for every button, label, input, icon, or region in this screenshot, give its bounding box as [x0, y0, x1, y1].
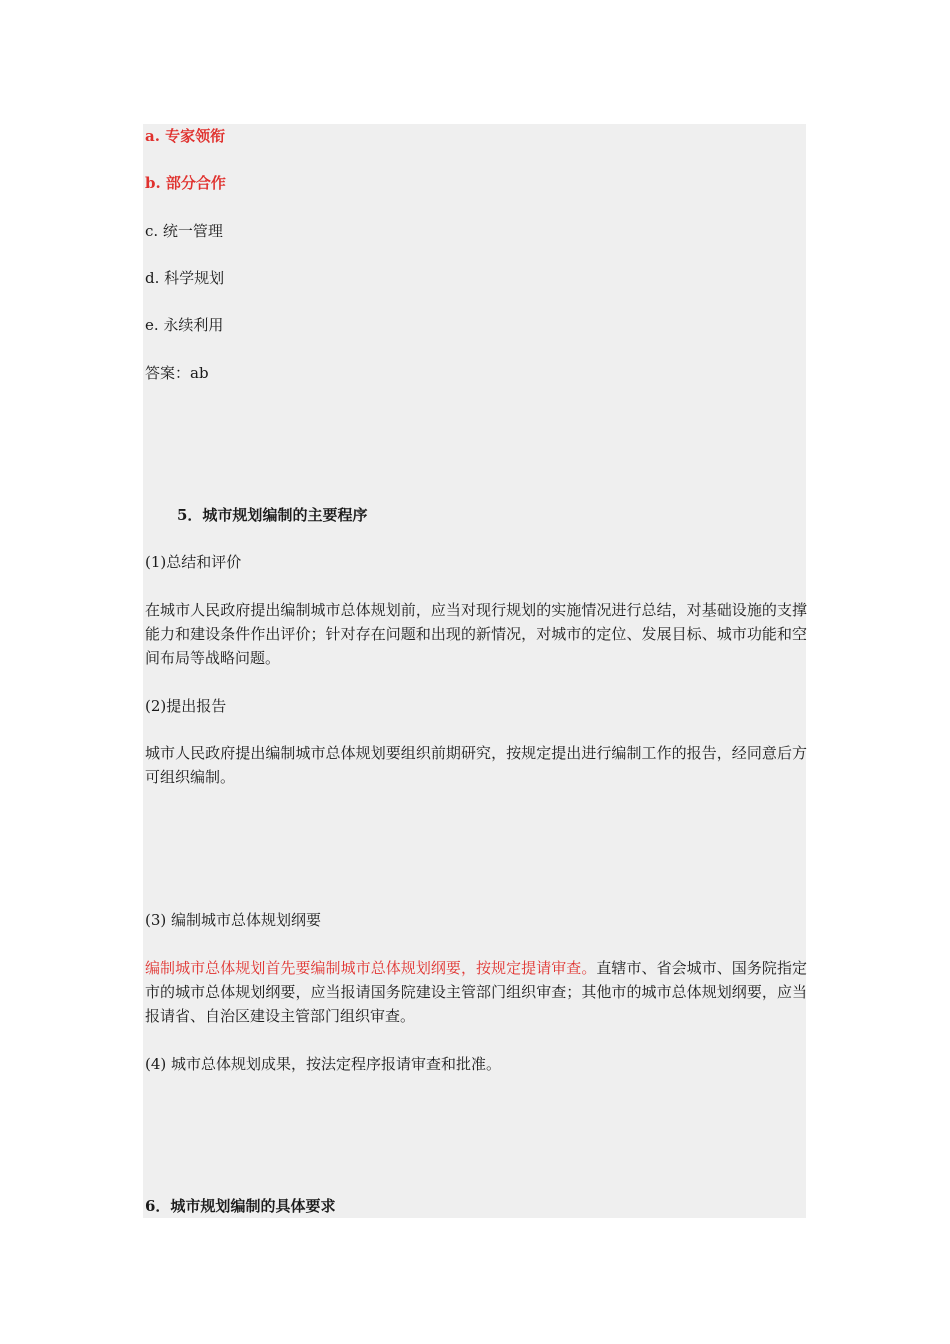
step1-title: (1)总结和评价 [145, 553, 242, 571]
option-d: d. 科学规划 [145, 269, 225, 287]
option-b: b. 部分合作 [145, 174, 226, 192]
step3-body-highlight: 编制城市总体规划首先要编制城市总体规划纲要，按规定提请审查。 [145, 959, 597, 977]
step1-body: 在城市人民政府提出编制城市总体规划前，应当对现行规划的实施情况进行总结，对基础设施的支撑能力和建设条件作出评价；针对存在问题和出现的新情况，对城市的定位、发展目标、城市功能和空间布局等战略问题。 [145, 601, 807, 667]
step3-title: (3) 编制城市总体规划纲要 [145, 911, 322, 929]
option-c: c. 统一管理 [145, 222, 223, 240]
step3-body [145, 956, 807, 1028]
step2-title: (2)提出报告 [145, 697, 227, 715]
section6-heading: 6．城市规划编制的具体要求 [145, 1197, 336, 1215]
option-a: a. 专家领衔 [145, 127, 226, 145]
step2-body: 城市人民政府提出编制城市总体规划要组织前期研究，按规定提出进行编制工作的报告，经同意后方可组织编制。 [145, 744, 807, 786]
step3-body-rest: 直辖市、省会城市、国务院指定市的城市总体规划纲要，应当报请国务院建设主管部门组织审查；其他市的城市总体规划纲要，应当报请省、自治区建设主管部门组织审查。 [145, 959, 807, 1025]
option-e: e. 永续利用 [145, 316, 224, 334]
section5-heading: 5．城市规划编制的主要程序 [177, 506, 368, 524]
answer-line: 答案：ab [145, 364, 209, 382]
step4-title: (4) 城市总体规划成果，按法定程序报请审查和批准。 [145, 1055, 502, 1073]
document-panel [143, 124, 806, 1218]
